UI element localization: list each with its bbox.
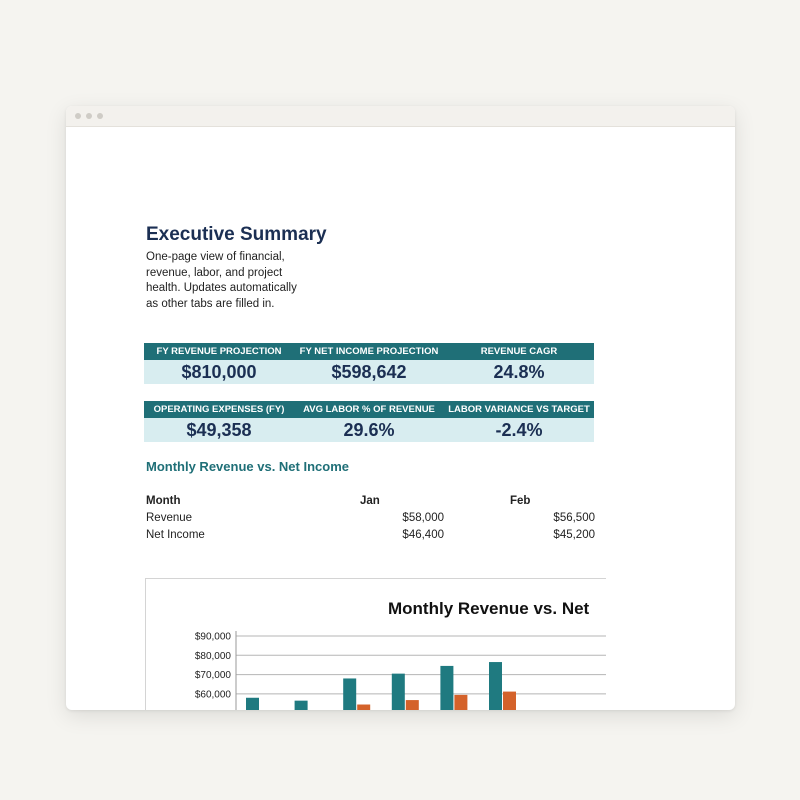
window-maximize-dot[interactable]	[97, 113, 103, 119]
chart-title: Monthly Revenue vs. Net	[388, 599, 590, 618]
chart-y-tick-label: $90,000	[194, 631, 231, 643]
table-cell[interactable]: $46,400	[402, 529, 444, 541]
chart-bar-net-income[interactable]	[454, 695, 467, 710]
chart-bar-revenue[interactable]	[295, 701, 308, 710]
sheet-content	[66, 127, 735, 719]
window-close-dot[interactable]	[75, 113, 81, 119]
kpi-label: FY NET INCOME PROJECTION	[299, 346, 439, 357]
table-header-cell[interactable]: Feb	[510, 495, 531, 507]
kpi-label: REVENUE CAGR	[480, 346, 558, 357]
kpi-header-row-1	[144, 343, 594, 360]
kpi-label: FY REVENUE PROJECTION	[156, 346, 282, 357]
kpi-value[interactable]: $598,642	[331, 362, 407, 382]
chart-bar-revenue[interactable]	[392, 674, 405, 710]
kpi-label: LABOR VARIANCE VS TARGET	[448, 404, 590, 415]
page-title: Executive Summary	[146, 224, 327, 245]
app-window	[66, 106, 735, 719]
section-title: Monthly Revenue vs. Net Income	[146, 459, 349, 474]
kpi-value[interactable]: 29.6%	[343, 420, 395, 440]
kpi-value[interactable]: 24.8%	[493, 362, 545, 382]
chart-y-tick-label: $70,000	[194, 670, 231, 682]
embedded-chart[interactable]	[145, 578, 606, 719]
chart-bar-revenue[interactable]	[489, 662, 502, 710]
kpi-value[interactable]: $810,000	[181, 362, 257, 382]
chart-bar-revenue[interactable]	[343, 678, 356, 710]
chart-y-tick-label: $80,000	[194, 650, 231, 662]
chart-bar-net-income[interactable]	[357, 705, 370, 710]
kpi-label: OPERATING EXPENSES (FY)	[153, 404, 285, 415]
kpi-header-row-2	[144, 401, 594, 418]
kpi-label: AVG LABOR % OF REVENUE	[303, 404, 435, 415]
table-cell[interactable]: $56,500	[553, 512, 595, 524]
table-cell[interactable]: $45,200	[553, 529, 595, 541]
chart-y-tick-label: $60,000	[194, 689, 231, 701]
kpi-value[interactable]: $49,358	[186, 420, 252, 440]
kpi-value[interactable]: -2.4%	[495, 420, 543, 440]
chart-bar-net-income[interactable]	[503, 692, 516, 710]
table-cell[interactable]: Revenue	[146, 512, 193, 524]
page-description: One-page view of financial, revenue, labor, and project health. Updates automatically as other tabs are filled in.	[146, 251, 297, 310]
table-header-cell[interactable]: Month	[146, 495, 181, 507]
chart-svg: Monthly Revenue vs. Net $) $90,000$80,000$70,000$60,000	[146, 579, 606, 710]
table-cell[interactable]: Net Income	[146, 529, 205, 541]
chart-bar-revenue[interactable]	[246, 698, 259, 710]
kpi-value-row-1	[144, 360, 594, 384]
window-minimize-dot[interactable]	[86, 113, 92, 119]
chart-bar-net-income[interactable]	[406, 700, 419, 710]
window-titlebar	[66, 106, 735, 127]
chart-bar-revenue[interactable]	[440, 666, 453, 710]
table-cell[interactable]: $58,000	[402, 512, 444, 524]
table-header-cell[interactable]: Jan	[360, 495, 380, 507]
kpi-value-row-2	[144, 418, 594, 442]
